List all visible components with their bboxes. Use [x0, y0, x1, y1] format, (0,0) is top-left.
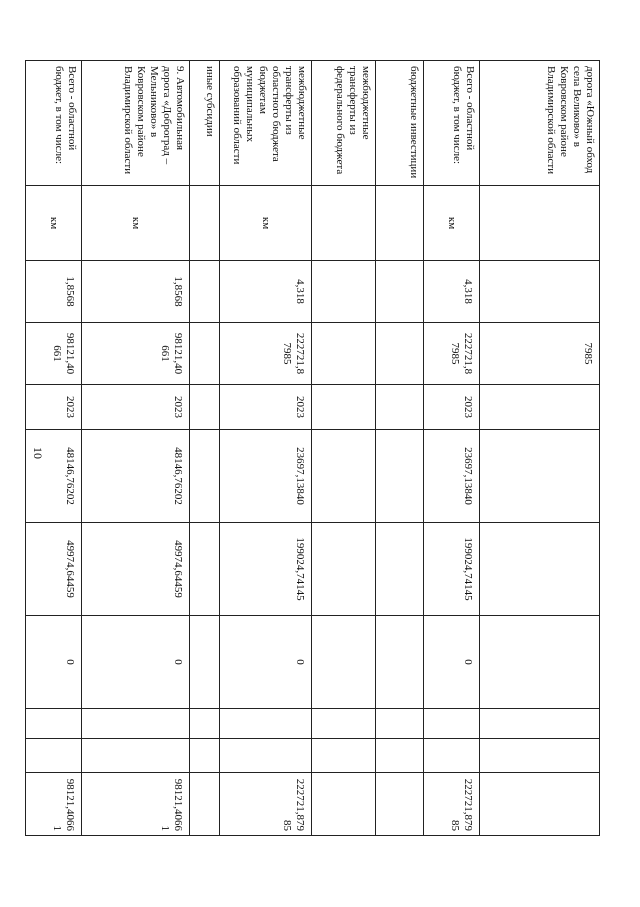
value-1-cell — [480, 430, 600, 523]
row-name-cell: Всего - областной бюджет, в том числе: — [26, 61, 82, 186]
cost-cell: 7985 — [480, 323, 600, 385]
page-number: 10 — [31, 447, 45, 459]
row-name-cell: межбюджетные трансферты из областного бюджета бюджетам муниципальных образований области — [220, 61, 312, 186]
value-5-cell — [190, 739, 220, 773]
value-5-cell — [312, 739, 376, 773]
row-name-cell: Всего - областной бюджет, в том числе: — [424, 61, 480, 186]
cost-cell — [190, 323, 220, 385]
value-3-cell — [480, 616, 600, 709]
unit-cell — [312, 186, 376, 261]
unit-cell: км — [26, 186, 82, 261]
value-4-cell — [190, 709, 220, 739]
value-5-cell — [480, 739, 600, 773]
length-cell — [376, 261, 424, 323]
value-3-cell — [312, 616, 376, 709]
value-5-cell — [376, 739, 424, 773]
cost-cell — [312, 323, 376, 385]
value-2-cell — [190, 523, 220, 616]
value-1-cell: 23697,13840 — [424, 430, 480, 523]
year-cell: 2023 — [424, 385, 480, 430]
total-cell: 98121,40661 — [26, 773, 82, 836]
rotated-table-sheet — [48, 60, 600, 835]
value-1-cell — [312, 430, 376, 523]
value-5-cell — [82, 739, 190, 773]
value-4-cell — [26, 709, 82, 739]
total-cell: 222721,87985 — [424, 773, 480, 836]
value-2-cell: 199024,74145 — [424, 523, 480, 616]
length-cell — [480, 261, 600, 323]
length-cell: 1,8568 — [26, 261, 82, 323]
value-1-cell — [190, 430, 220, 523]
value-4-cell — [82, 709, 190, 739]
table-row — [190, 61, 220, 836]
value-5-cell — [26, 739, 82, 773]
row-name-cell: 9. Автомобильная дорога «Доброград – Мельниково» в Ковровском районе Владимирской области — [82, 61, 190, 186]
value-3-cell: 0 — [82, 616, 190, 709]
year-cell: 2023 — [82, 385, 190, 430]
total-cell — [376, 773, 424, 836]
row-name-cell: бюджетные инвестиции — [376, 61, 424, 186]
year-cell: 2023 — [220, 385, 312, 430]
table-row — [424, 61, 480, 836]
value-2-cell — [480, 523, 600, 616]
table-row — [26, 61, 82, 836]
year-cell — [480, 385, 600, 430]
row-name-cell: дорога «Южный обход села Великово» в Ковровском районе Владимирской области — [480, 61, 600, 186]
total-cell — [190, 773, 220, 836]
value-4-cell — [220, 709, 312, 739]
length-cell — [312, 261, 376, 323]
value-4-cell — [424, 709, 480, 739]
value-5-cell — [424, 739, 480, 773]
year-cell — [312, 385, 376, 430]
value-2-cell: 49974,64459 — [82, 523, 190, 616]
value-2-cell — [312, 523, 376, 616]
budget-table — [25, 60, 600, 836]
value-2-cell: 49974,64459 — [26, 523, 82, 616]
value-3-cell: 0 — [26, 616, 82, 709]
unit-cell: км — [82, 186, 190, 261]
value-4-cell — [312, 709, 376, 739]
length-cell: 4,318 — [424, 261, 480, 323]
year-cell: 2023 — [26, 385, 82, 430]
value-3-cell — [376, 616, 424, 709]
unit-cell — [376, 186, 424, 261]
table-body — [26, 61, 600, 836]
table-row — [480, 61, 600, 836]
value-1-cell — [376, 430, 424, 523]
value-2-cell: 199024,74145 — [220, 523, 312, 616]
unit-cell — [480, 186, 600, 261]
table-row — [312, 61, 376, 836]
length-cell: 4,318 — [220, 261, 312, 323]
row-name-cell: межбюджетные трансферты из федерального бюджета — [312, 61, 376, 186]
cost-cell: 98121,40 661 — [26, 323, 82, 385]
table-row — [82, 61, 190, 836]
cost-cell: 222721,8 7985 — [424, 323, 480, 385]
year-cell — [376, 385, 424, 430]
cost-cell — [376, 323, 424, 385]
unit-cell — [190, 186, 220, 261]
length-cell: 1,8568 — [82, 261, 190, 323]
table-row — [376, 61, 424, 836]
total-cell — [480, 773, 600, 836]
value-3-cell: 0 — [424, 616, 480, 709]
value-4-cell — [480, 709, 600, 739]
total-cell — [312, 773, 376, 836]
unit-cell: км — [424, 186, 480, 261]
year-cell — [190, 385, 220, 430]
total-cell: 98121,40661 — [82, 773, 190, 836]
row-name-cell: иные субсидии — [190, 61, 220, 186]
cost-cell: 222721,8 7985 — [220, 323, 312, 385]
table-row — [220, 61, 312, 836]
value-1-cell: 23697,13840 — [220, 430, 312, 523]
cost-cell: 98121,40 661 — [82, 323, 190, 385]
value-2-cell — [376, 523, 424, 616]
value-1-cell: 48146,76202 — [26, 430, 82, 523]
value-4-cell — [376, 709, 424, 739]
total-cell: 222721,87985 — [220, 773, 312, 836]
value-3-cell — [190, 616, 220, 709]
unit-cell: км — [220, 186, 312, 261]
length-cell — [190, 261, 220, 323]
value-3-cell: 0 — [220, 616, 312, 709]
value-1-cell: 48146,76202 — [82, 430, 190, 523]
value-5-cell — [220, 739, 312, 773]
